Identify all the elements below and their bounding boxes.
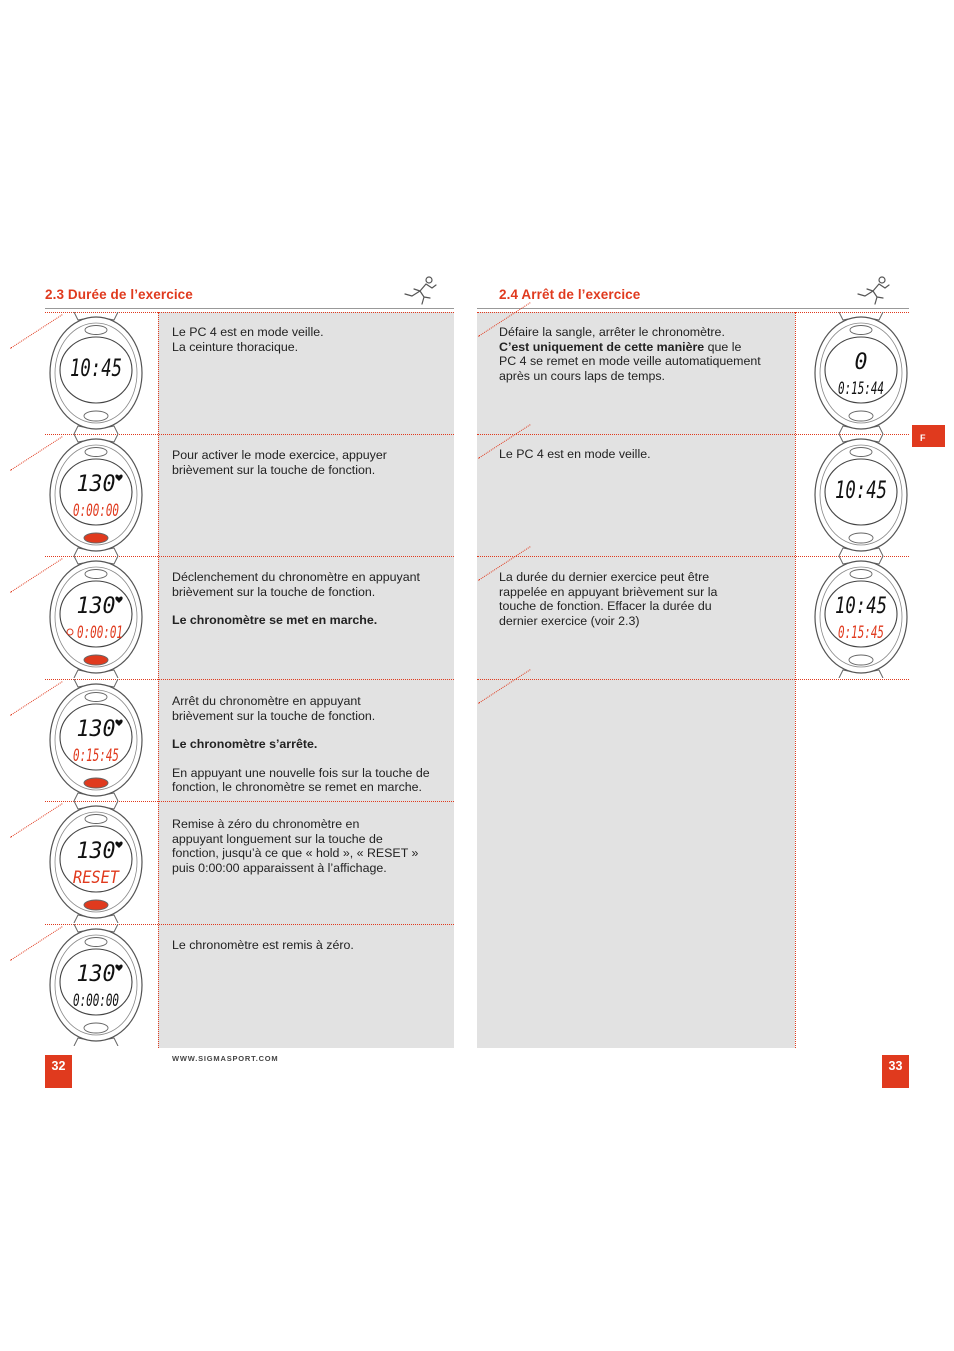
- watch-top-readout: 130: [76, 962, 116, 987]
- watch-function-button: [849, 411, 873, 421]
- row-text: Le chronomètre est remis à zéro.: [172, 938, 354, 952]
- divider: [158, 312, 159, 1048]
- watch-top-readout: 130: [76, 839, 116, 864]
- watch-bottom-readout: 0:15:44: [838, 379, 884, 399]
- watch-function-button: [849, 533, 873, 543]
- watch-function-button: [849, 655, 873, 665]
- text-panel-right: [477, 312, 795, 1048]
- row-text: La durée du dernier exercice peut être rappelée en appuyant brièvement sur la touche de fonction. Effacer la durée du dernier exercice (voir 2.3): [499, 570, 718, 628]
- watch-top-readout: 130: [76, 717, 116, 742]
- divider: [795, 312, 796, 1048]
- watch-display: [48, 924, 144, 1046]
- watch-top-button: [85, 938, 107, 947]
- watch-bottom-readout: 0:15:45: [73, 746, 119, 766]
- watch-top-button: [85, 326, 107, 335]
- watch-top-button: [85, 693, 107, 702]
- watch-top-readout: 130: [76, 594, 116, 619]
- watch-top-button: [85, 448, 107, 457]
- watch-display: [48, 556, 144, 678]
- row-separator: [477, 679, 909, 680]
- watch-function-button: [84, 1023, 108, 1033]
- row-text: Remise à zéro du chronomètre en appuyant longuement sur la touche de fonction, jusqu’à ce que « hold », « RESET » puis 0:00:00 apparaissent à l’affichage.: [172, 817, 419, 875]
- watch-top-readout: 0: [854, 350, 868, 375]
- runner-icon: [402, 274, 440, 306]
- row-text: Le PC 4 est en mode veille.: [499, 447, 651, 461]
- watch-function-button: [84, 533, 108, 543]
- watch-top-readout: 130: [76, 472, 116, 497]
- page-title-right: 2.4 Arrêt de l’exercice: [499, 287, 641, 302]
- watch-display: [48, 679, 144, 801]
- watch-bottom-readout: 0:00:00: [73, 991, 119, 1011]
- watch-bottom-readout: 0:00:00: [73, 501, 119, 521]
- watch-display: [48, 312, 144, 434]
- watch-display: [813, 434, 909, 556]
- row-text: Défaire la sangle, arrêter le chronomètre. C’est uniquement de cette manière que le PC 4 se remet en mode veille automatiquement après un cours laps de temps.: [499, 325, 761, 383]
- watch-display: [813, 312, 909, 434]
- title-rule-left: [45, 308, 454, 309]
- watch-top-button: [850, 448, 872, 457]
- row-text: Le PC 4 est en mode veille. La ceinture thoracique.: [172, 325, 324, 354]
- runner-icon: [855, 274, 893, 306]
- page-number-right: 33: [882, 1055, 909, 1088]
- row-text: Déclenchement du chronomètre en appuyant brièvement sur la touche de fonction. Le chronomètre se met en marche.: [172, 570, 420, 628]
- language-tab: F: [912, 425, 945, 447]
- page-title-left: 2.3 Durée de l’exercice: [45, 287, 193, 302]
- watch-top-button: [85, 570, 107, 579]
- watch-top-readout: 10:45: [835, 476, 887, 504]
- watch-function-button: [84, 655, 108, 665]
- row-text: Arrêt du chronomètre en appuyant brièvement sur la touche de fonction. Le chronomètre s’arrête. En appuyant une nouvelle fois sur la touche de fonction, le chronomètre se remet en marche.: [172, 694, 430, 795]
- page-number-left: 32: [45, 1055, 72, 1088]
- watch-bottom-readout: 0:15:45: [838, 623, 884, 643]
- footer-url: WWW.SIGMASPORT.COM: [172, 1054, 279, 1063]
- watch-function-button: [84, 411, 108, 421]
- watch-top-readout: 10:45: [835, 594, 887, 619]
- watch-bottom-readout: 0:00:01: [77, 623, 123, 643]
- watch-top-button: [850, 326, 872, 335]
- row-text: Pour activer le mode exercice, appuyer brièvement sur la touche de fonction.: [172, 448, 387, 477]
- watch-top-button: [850, 570, 872, 579]
- watch-top-button: [85, 815, 107, 824]
- watch-top-readout: 10:45: [70, 354, 122, 382]
- watch-display: [48, 801, 144, 923]
- watch-bottom-readout: RESET: [73, 868, 121, 888]
- watch-display: [48, 434, 144, 556]
- watch-function-button: [84, 778, 108, 788]
- watch-function-button: [84, 900, 108, 910]
- title-rule-right: [477, 308, 909, 309]
- watch-display: [813, 556, 909, 678]
